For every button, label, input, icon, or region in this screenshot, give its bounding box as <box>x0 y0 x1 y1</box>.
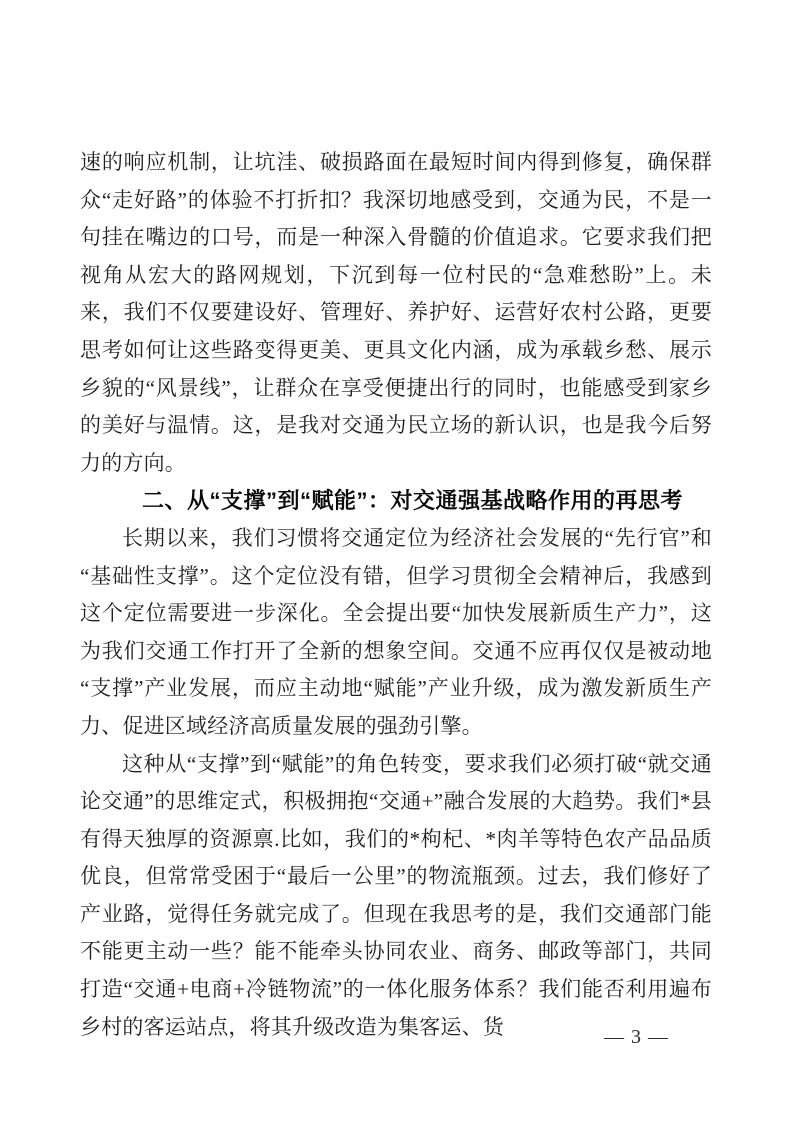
paragraph-continued-from-previous-page: 速的响应机制，让坑洼、破损路面在最短时间内得到修复，确保群众“走好路”的体验不打折扣？我深切地感受到，交通为民，不是一句挂在嘴边的口号，而是一种深入骨髓的价值追求。它要求我们把视角从宏大的路网规划，下沉到每一位村民的“急难愁盼”上。未来，我们不仅要建设好、管理好、养护好、运营好农村公路，更要思考如何让这些路变得更美、更具文化内涵，成为承载乡愁、展示乡貌的“风景线”，让群众在享受便捷出行的同时，也能感受到家乡的美好与温情。这，是我对交通为民立场的新认识，也是我今后努力的方向。 <box>80 150 712 475</box>
paragraph-2: 长期以来，我们习惯将交通定位为经济社会发展的“先行官”和“基础性支撑”。这个定位没有错，但学习贯彻全会精神后，我感到这个定位需要进一步深化。全会提出要“加快发展新质生产力”，这为我们交通工作打开了全新的想象空间。交通不应再仅仅是被动地“支撑”产业发展，而应主动地“赋能”产业升级，成为激发新质生产力、促进区域经济高质量发展的强劲引擎。 <box>80 525 712 738</box>
page-number: — 3 — <box>604 1026 669 1048</box>
page-content <box>80 144 712 1046</box>
paragraph-3: 这种从“支撑”到“赋能”的角色转变，要求我们必须打破“就交通论交通”的思维定式，积极拥抱“交通+”融合发展的大趋势。我们*县有得天独厚的资源禀.比如，我们的*枸杞、*肉羊等特色农产品品质优良，但常常受困于“最后一公里”的物流瓶颈。过去，我们修好了产业路，觉得任务就完成了。但现在我思考的是，我们交通部门能不能更主动一些？能不能牵头协同农业、商务、邮政等部门，共同打造“交通+电商+冷链物流”的一体化服务体系？我们能否利用遍布乡村的客运站点，将其升级改造为集客运、货 <box>80 751 712 1039</box>
section-heading: 二、从“支撑”到“赋能”：对交通强基战略作用的再思考 <box>142 488 684 514</box>
